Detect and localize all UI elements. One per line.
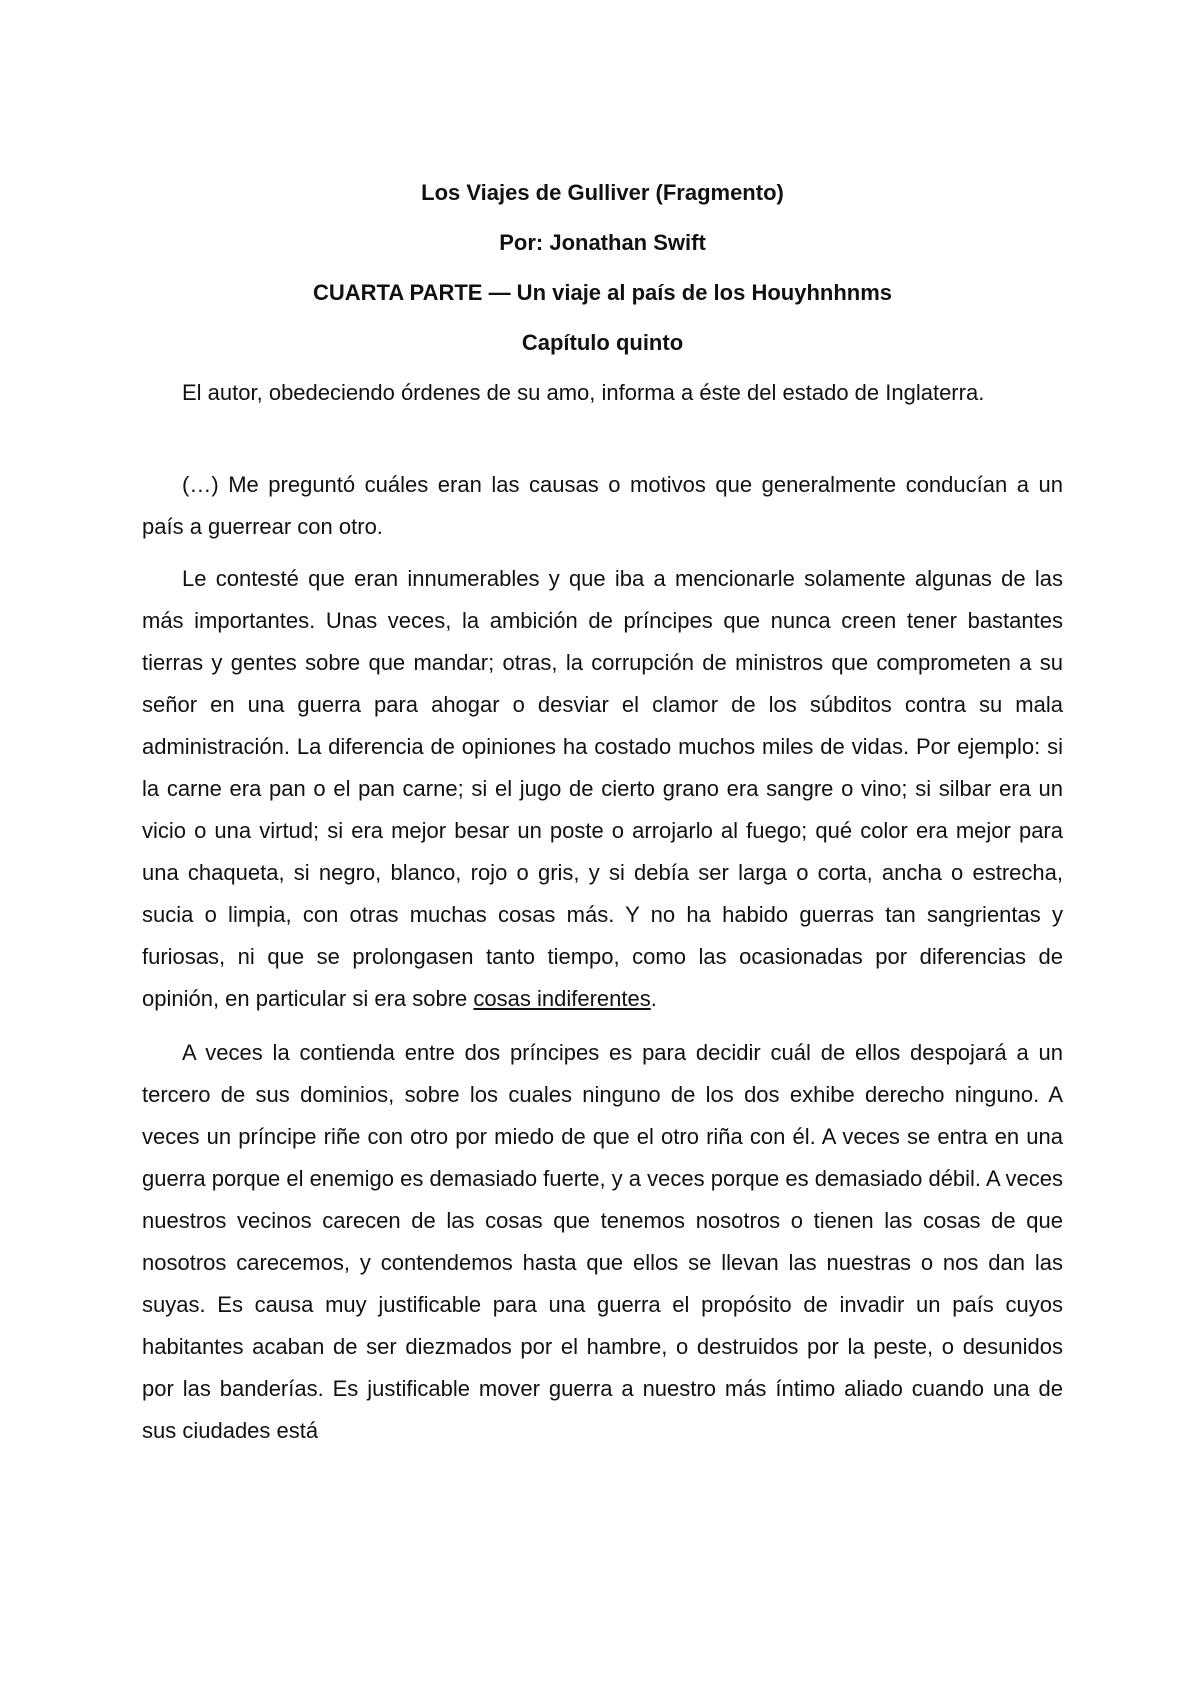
- paragraph-answer: [142, 558, 1063, 1020]
- paragraph-intro: (…) Me preguntó cuáles eran las causas o motivos que generalmente conducían a un país a guerrear con otro.: [142, 472, 1063, 539]
- document-author: Por: Jonathan Swift: [499, 230, 706, 255]
- chapter-heading: Capítulo quinto: [521, 330, 684, 355]
- document-title: Los Viajes de Gulliver (Fragmento): [421, 180, 784, 205]
- paragraph-causes: A veces la contienda entre dos príncipes es para decidir cuál de ellos despojará a un tercero de sus dominios, sobre los cuales ninguno de los dos exhibe derecho ninguno. A veces un príncipe riñe con otro por miedo de que el otro riña con él. A veces se entra en una guerra porque el enemigo es demasiado fuerte, y a veces porque es demasiado débil. A veces nuestros vecinos carecen de las cosas que tenemos nosotros o tienen las cosas de que nosotros carecemos, y contendemos hasta que ellos se llevan las nuestras o nos dan las suyas. Es causa muy justificable para una guerra el propósito de invadir un país cuyos habitantes acaban de ser diezmados por el hambre, o destruidos por la peste, o desunidos por las banderías. Es justificable mover guerra a nuestro más íntimo aliado cuando una de sus ciudades está: [142, 1040, 1063, 1443]
- part-heading: CUARTA PARTE — Un viaje al país de los Houyhnhnms: [312, 280, 892, 305]
- answer-text: Le contesté que eran innumerables y que iba a mencionarle solamente algunas de las más importantes. Unas veces, la ambición de príncipes que nunca creen tener bastantes tierras y gentes sobre que mandar; otras, la corrupción de ministros que comprometen a su señor en una guerra para ahogar o desviar el clamor de los súbditos contra su mala administración. La diferencia de opiniones ha costado muchos miles de vidas. Por ejemplo: si la carne era pan o el pan carne; si el jugo de cierto grano era sangre o vino; si silbar era un vicio o una virtud; si era mejor besar un poste o arrojarlo al fuego; qué color era mejor para una chaqueta, si negro, blanco, rojo o gris, y si debía ser larga o corta, ancha o estrecha, sucia o limpia, con otras muchas cosas más. Y no ha habido guerras tan sangrientas y furiosas, ni que se prolongasen tanto tiempo, como las ocasionadas por diferencias de opinión, en particular si era sobre: [142, 566, 1063, 1011]
- chapter-summary: El autor, obedeciendo órdenes de su amo, informa a éste del estado de Inglaterra.: [182, 380, 985, 405]
- underlined-phrase: cosas indiferentes: [473, 986, 651, 1011]
- document-page: [142, 178, 1063, 1452]
- answer-end: .: [650, 986, 657, 1011]
